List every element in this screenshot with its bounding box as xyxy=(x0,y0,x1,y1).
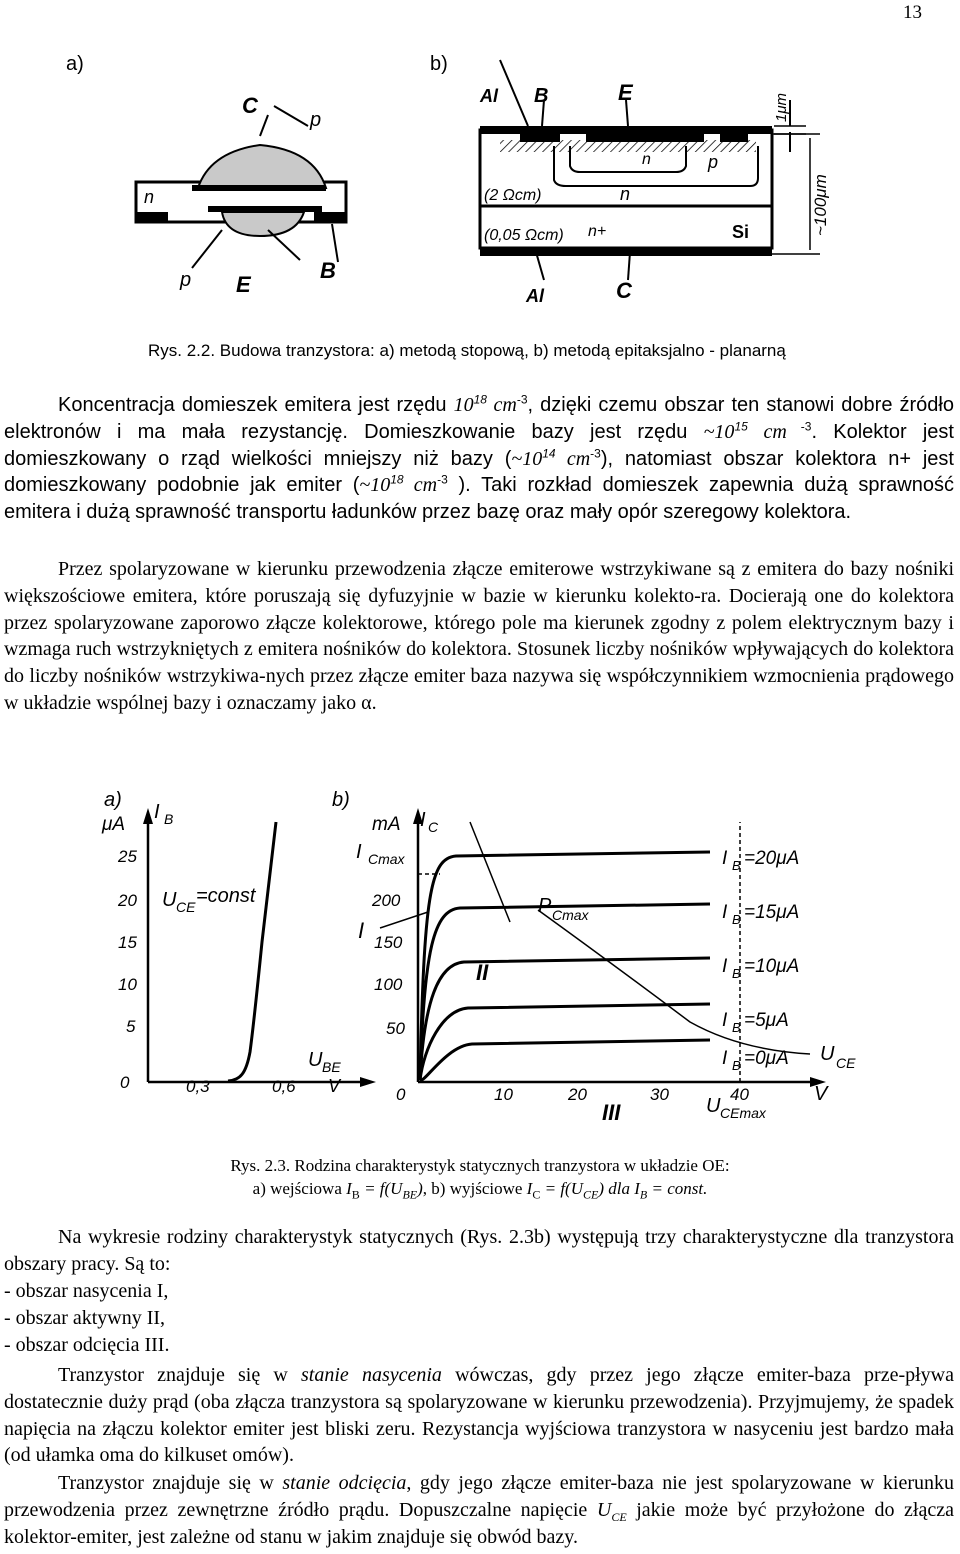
fig2b-curve-label: I xyxy=(722,956,728,977)
fig2b-curve-label-val: =0μA xyxy=(744,1048,789,1069)
fig2b-curve-label-val: =20μA xyxy=(744,848,800,869)
fig2a-input-curve xyxy=(228,822,276,1081)
fig2b-curve-label-val: =5μA xyxy=(744,1010,789,1031)
cap2-text: ) dla I xyxy=(598,1179,640,1198)
p1-exp-1: 18 xyxy=(473,392,487,407)
p4-emphasis: stanie nasycenia xyxy=(301,1364,442,1386)
fig2a-xunit: V xyxy=(328,1076,341,1096)
fig2b-region-1: I xyxy=(358,918,365,943)
figure-transistor-structure xyxy=(60,40,880,340)
fig1b-thickness-2: ~100μm xyxy=(811,174,830,236)
fig1b-label-c: C xyxy=(616,278,632,303)
fig1b-label-si: Si xyxy=(732,222,750,242)
fig2b-xtick: 20 xyxy=(568,1085,587,1104)
fig2b-curve-label-sub: B xyxy=(732,912,741,927)
figure2-caption-line2 xyxy=(0,1179,960,1202)
fig1b-label-n-plus: n+ xyxy=(588,223,607,240)
fig2b-curve-label-sub: B xyxy=(732,1058,741,1073)
fig2b-region-2: II xyxy=(476,960,489,985)
fig2b-label: b) xyxy=(332,789,350,811)
p1-text-4: ), natomiast obszar kolektora n+ jest domieszkowany podobnie jak emiter ( xyxy=(4,447,954,497)
fig1a-label-n: n xyxy=(144,187,155,207)
fig2b-ucemax: U xyxy=(706,1095,721,1117)
cap2-ib: I xyxy=(346,1179,352,1198)
fig1b-label-n-inner: n xyxy=(642,151,651,168)
p1-value-3: ~10 xyxy=(511,447,543,470)
p1-unitexp-4: -3 xyxy=(437,472,448,487)
p1-unitexp-2: -3 xyxy=(786,419,812,434)
fig2b-curve-label-val: =10μA xyxy=(744,956,800,977)
cap2-text: ) xyxy=(417,1179,423,1198)
fig2b-ytick: 100 xyxy=(374,975,403,994)
fig2b-curve-label-sub: B xyxy=(732,966,741,981)
fig2b-ytick: 0 xyxy=(396,1085,406,1104)
fig1b-label-al-top: Al xyxy=(480,86,498,106)
fig2a-param: U xyxy=(162,889,177,911)
p1-value-4: ~10 xyxy=(359,474,391,497)
p5-text-1: Tranzystor znajduje się w xyxy=(58,1472,283,1494)
p5-emphasis: stanie odcięcia xyxy=(282,1472,407,1494)
list-item: - obszar nasycenia I, xyxy=(4,1280,169,1302)
list-item: - obszar odcięcia III. xyxy=(4,1334,170,1356)
fig2b-xtick: 10 xyxy=(494,1085,513,1104)
fig2b-curve-label-val: =15μA xyxy=(744,902,800,923)
cap2-text: = f(U xyxy=(540,1179,583,1198)
p1-unit-2: cm xyxy=(747,420,787,443)
fig2a-unit: μA xyxy=(102,814,126,835)
p2-text: Przez spolaryzowane w kierunku przewodzenia złącze emiterowe wstrzykiwane są z emitera do bazy nośniki większościowe emitera, które poruszają się dyfuzyjnie w bazie w kierunku kolekto-ra. Docierają one do kolektora przez spolaryzowane zaporowo złącze kolektorowe, którego pole ma kierunek zgodny z polem elektrycznym bazy i wzmaga ruch wstrzykniętych z emitera nośników do kolektora. Stosunek liczby nośników wpływających do kolektora do liczby nośników wstrzykiwa-nych przez złącze emiter baza nazywa się współczynnikiem wzmocnienia prądowego w układzie wspólnej bazy i oznaczamy jako xyxy=(4,558,954,714)
fig2b-xtick: 40 xyxy=(730,1085,749,1104)
fig1-panel-a-label: a) xyxy=(66,53,84,75)
p1-text-3: . Kolektor jest domieszkowany o rząd wielkości mniejszy niż bazy ( xyxy=(4,420,954,470)
fig2b-icmax: I xyxy=(356,841,362,863)
fig1a-label-p-top: p xyxy=(310,109,322,131)
fig2a-ytick: 0 xyxy=(120,1073,130,1092)
fig2b-xunit: V xyxy=(814,1083,828,1105)
fig2b-curve-label: I xyxy=(722,1010,728,1031)
fig2b-curve-label: I xyxy=(722,1048,728,1069)
paragraph-cutoff xyxy=(4,1470,954,1550)
p5-text-3: jakie może być przyłożone do złącza kolektor-emiter, jest zależne od stanu w jakim znajduje się obwód bazy. xyxy=(4,1498,954,1548)
fig1b-label-b: B xyxy=(534,85,549,107)
fig1a-label-c: C xyxy=(242,93,258,118)
fig2b-region-3: III xyxy=(602,1100,621,1125)
fig1a-label-b: B xyxy=(320,258,336,283)
cap2-text: a) wejściowa xyxy=(252,1179,347,1198)
figure-characteristics xyxy=(90,782,880,1142)
fig2a-axis-y-sub: B xyxy=(164,811,174,827)
p1-value-2: ~10 xyxy=(703,420,735,443)
fig2a-ytick: 15 xyxy=(118,933,137,952)
planar-transistor-drawing xyxy=(480,60,820,280)
fig2b-curve-label: I xyxy=(722,848,728,869)
cap2-text: , b) wyjściowe xyxy=(422,1179,527,1198)
fig2b-ytick: 200 xyxy=(372,891,401,910)
fig2b-output-curve xyxy=(420,958,710,1080)
p1-value-1: 10 xyxy=(453,394,474,416)
p1-exp-4: 18 xyxy=(390,472,404,487)
p5-uce: U xyxy=(596,1498,612,1521)
cap2-ic: I xyxy=(526,1179,533,1198)
cap2-sub: B xyxy=(351,1187,360,1202)
cap2-sub: CE xyxy=(583,1187,599,1202)
paragraph-operating-regions xyxy=(4,1224,954,1278)
fig2b-ytick: 50 xyxy=(386,1019,405,1038)
p4-text-2: wówczas, gdy przez jego złącze emiter-baza prze-pływa dostatecznie duży prąd (oba złącza tranzystora są spolaryzowane w kierunku przewodzenia). Przyjmujemy, że spadek napięcia na złączu kolektor emiter jest bliski zeru. Rezystancja wyjściowa tranzystora w nasyceniu jest bardzo mała (od ułamka oma do kilkuset omów). xyxy=(4,1364,954,1467)
p1-exp-2: 15 xyxy=(734,419,748,434)
fig2a-axis-x-sub: BE xyxy=(322,1059,341,1075)
p1-unitexp-1: -3 xyxy=(516,392,528,407)
fig2b-axis-y-sub: C xyxy=(428,819,439,835)
p1-unitexp-3: -3 xyxy=(590,445,601,460)
fig2a-yticks xyxy=(117,847,137,1092)
page-number: 13 xyxy=(903,2,922,23)
fig2b-xtick: 30 xyxy=(650,1085,669,1104)
alpha-symbol: α xyxy=(361,691,372,714)
p1-text-5: ). Taki rozkład domieszek zapewnia dużą sprawność emitera i dużą sprawność transportu ładunków przez bazę oraz mały opór szeregowy kolektora. xyxy=(4,474,954,524)
fig2a-label: a) xyxy=(104,789,122,811)
fig1b-label-e: E xyxy=(618,80,633,105)
fig2a-xtick: 0,3 xyxy=(186,1077,210,1096)
p4-text-1: Tranzystor znajduje się w xyxy=(58,1364,301,1386)
fig2b-ucemax-sub: CEmax xyxy=(720,1105,766,1121)
cap2-sub: BE xyxy=(402,1187,418,1202)
paragraph-saturation xyxy=(4,1362,954,1469)
fig2a-axis-y: I xyxy=(154,801,160,823)
list-item: - obszar aktywny II, xyxy=(4,1307,166,1329)
p1-unit-3: cm xyxy=(555,447,591,470)
fig2a-ytick: 5 xyxy=(126,1017,136,1036)
p5-text-2: , gdy jego złącze emiter-baza nie jest spolaryzowane w kierunku przewodzenia przez zewnętrzne źródło prądu. Dopuszczalne napięcie xyxy=(4,1472,954,1521)
p1-unit-4: cm xyxy=(403,474,438,497)
cap2-sub: B xyxy=(639,1187,648,1202)
fig1b-resistivity-2: (0,05 Ωcm) xyxy=(484,227,564,244)
fig2a-ytick: 20 xyxy=(118,891,137,910)
paragraph-carrier-injection xyxy=(4,556,954,717)
p1-unit-1: cm xyxy=(486,394,517,416)
fig2b-unit: mA xyxy=(372,814,401,835)
fig2b-pcmax-sub: Cmax xyxy=(552,907,589,923)
fig2a-ytick: 10 xyxy=(118,975,137,994)
fig2b-curve-label: I xyxy=(722,902,728,923)
paragraph-doping xyxy=(4,392,954,526)
fig2b-curve-label-sub: B xyxy=(732,1020,741,1035)
cap2-sub: C xyxy=(532,1187,541,1202)
figure1-caption: Rys. 2.2. Budowa tranzystora: a) metodą stopową, b) metodą epitaksjalno - planarną xyxy=(148,341,786,360)
fig2b-pcmax-hyperbola xyxy=(538,910,810,1054)
fig2a-ytick: 25 xyxy=(118,847,137,866)
fig2a-xtick: 0,6 xyxy=(272,1077,296,1096)
cap2-text: = const. xyxy=(647,1179,708,1198)
fig2a-axis-x: U xyxy=(308,1049,323,1071)
p1-text-2: , dzięki czemu obszar ten stanowi dobre źródło elektronów i ma mała rezystancję. Domieszkowanie bazy jest rzędu xyxy=(4,394,954,443)
figure2-caption-line1: Rys. 2.3. Rodzina charakterystyk statycznych tranzystora w układzie OE: xyxy=(230,1156,730,1175)
fig1b-thickness-1: 1μm xyxy=(773,92,790,122)
fig2b-output-curves xyxy=(420,852,710,1080)
cap2-text: = f(U xyxy=(359,1179,403,1198)
fig2b-axis-x-sub: CE xyxy=(836,1055,856,1071)
fig2b-curve-labels xyxy=(722,848,799,1073)
fig1b-label-n-layer: n xyxy=(620,184,631,204)
fig2a-param-sub: CE xyxy=(176,899,196,915)
p5-uce-sub: CE xyxy=(611,1509,627,1524)
fig2b-icmax-sub: Cmax xyxy=(368,851,405,867)
fig1b-label-p: p xyxy=(708,152,719,172)
fig2b-axis-y: I xyxy=(420,809,426,831)
fig1b-resistivity-1: (2 Ωcm) xyxy=(484,187,542,204)
p1-exp-3: 14 xyxy=(542,445,556,460)
fig2a-param-val: =const xyxy=(196,885,256,907)
fig2b-ytick: 150 xyxy=(374,933,403,952)
fig2b-curve-label-sub: B xyxy=(732,858,741,873)
fig2b-axis-x: U xyxy=(820,1043,835,1065)
p3-text: Na wykresie rodziny charakterystyk statycznych (Rys. 2.3b) występują trzy charakterystyczne dla tranzystora obszary pracy. Są to: xyxy=(4,1226,954,1275)
fig1a-label-p-bottom: p xyxy=(180,269,192,291)
fig2b-output-curve xyxy=(420,1040,710,1080)
fig1-panel-b-label: b) xyxy=(430,53,448,75)
fig1b-label-al-bottom: Al xyxy=(526,286,544,306)
fig1a-label-e: E xyxy=(236,272,251,297)
fig2b-pcmax: P xyxy=(538,895,552,917)
p1-text-1: Koncentracja domieszek emitera jest rzędu xyxy=(58,394,454,416)
p2-end: . xyxy=(371,691,377,714)
